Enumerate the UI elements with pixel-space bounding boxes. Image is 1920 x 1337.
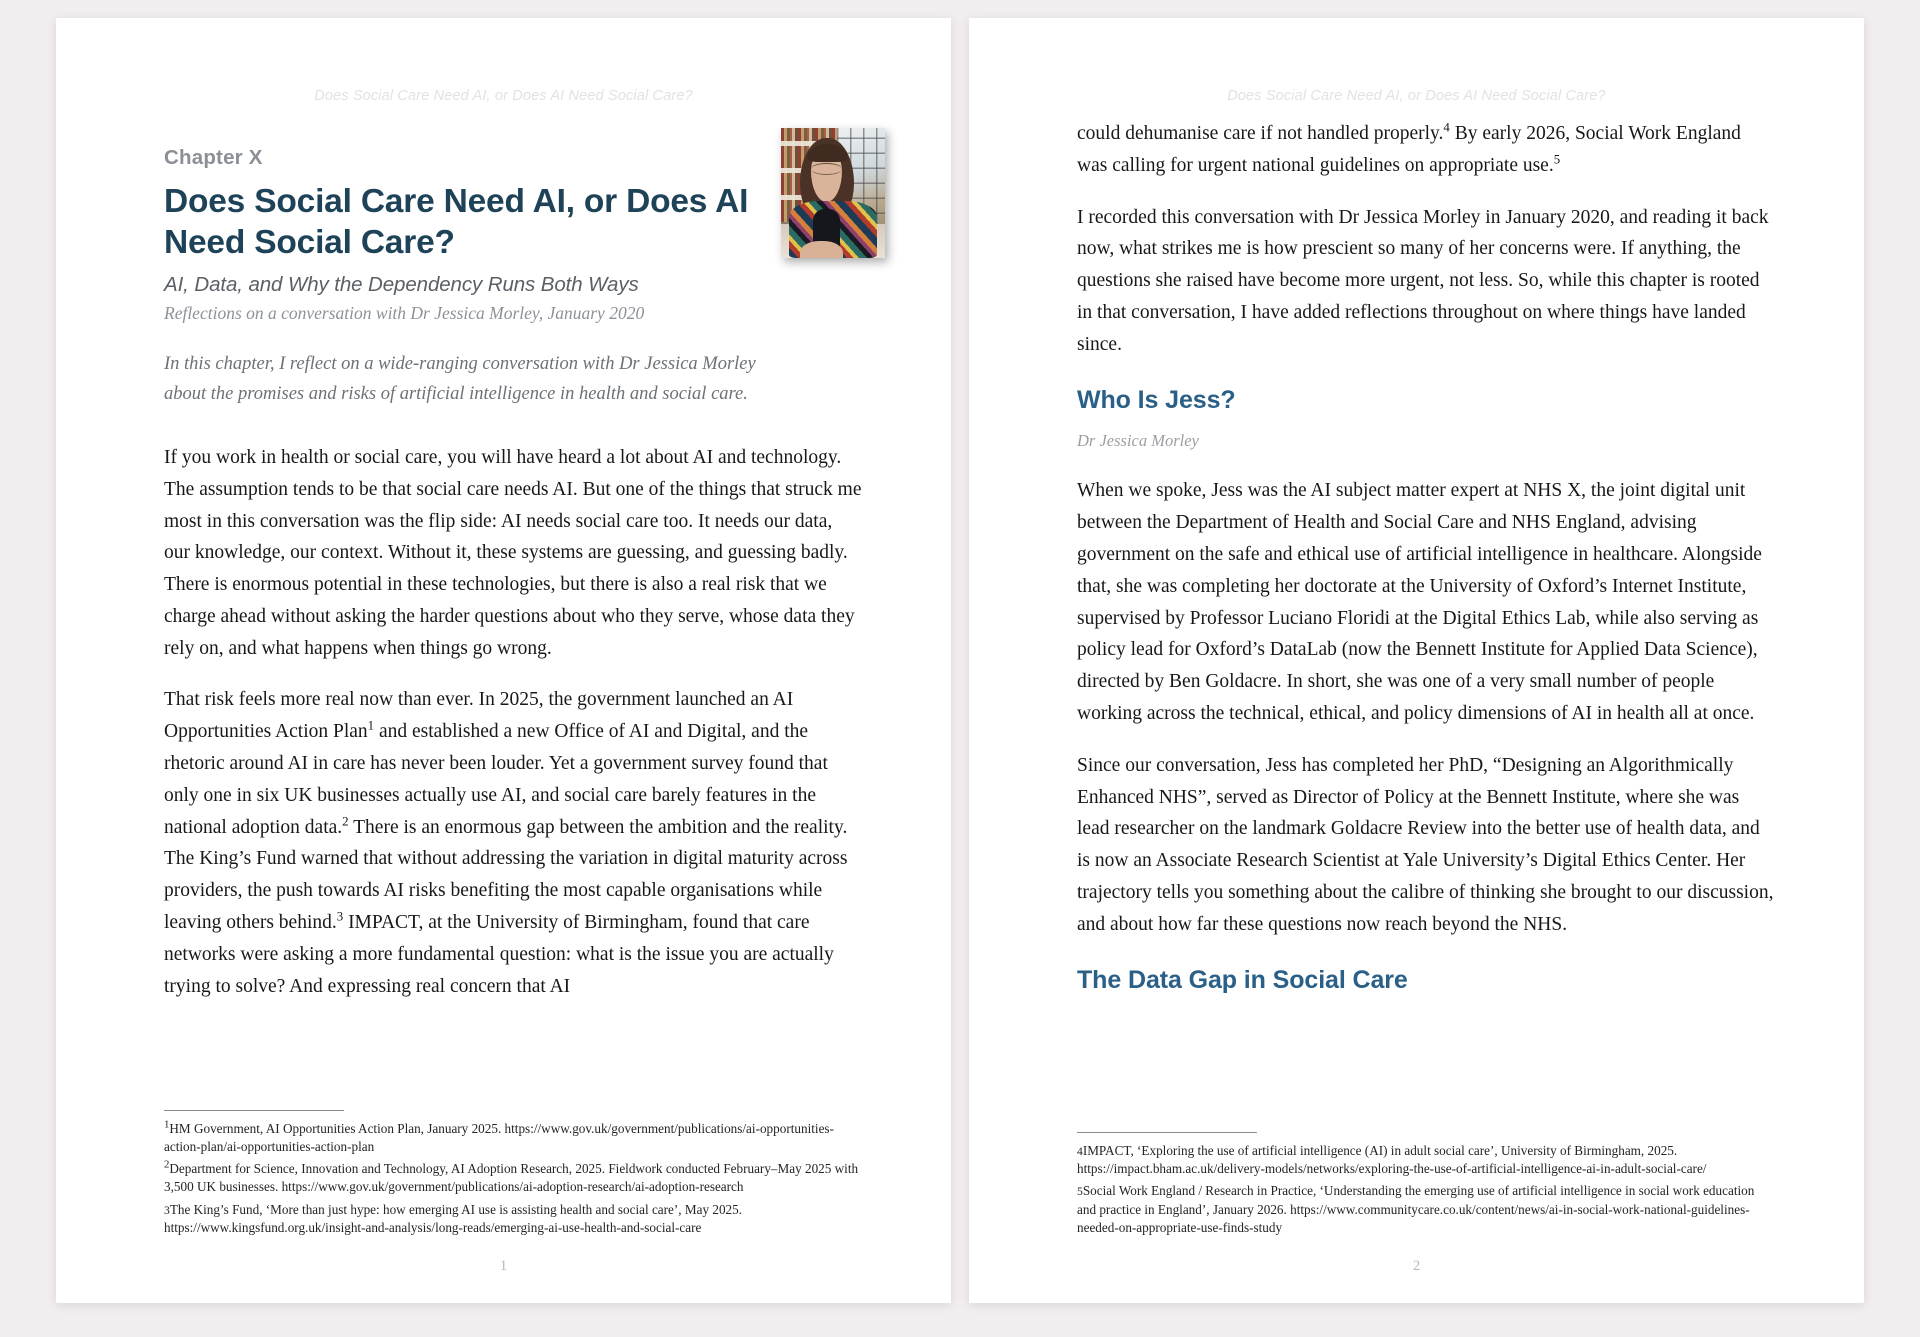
footnote-text: IMPACT, ‘Exploring the use of artificial intelligence (AI) in adult social care’, University of Birmingham, 2025. https://impact.bham.ac.uk/delivery-models/networks/exploring-the-use-of-artificial-intelligence-ai-in-adult-social-care/	[1077, 1142, 1707, 1177]
paragraph-text-segment: IMPACT, at the University of Birmingham, found that care networks were asking a more fundamental question: what is the issue you are actually trying to solve? And expressing real concern that AI	[164, 911, 834, 997]
footnote-separator-rule	[1077, 1132, 1257, 1133]
paragraph-text-segment: By early 2026, Social Work England was calling for urgent national guidelines on appropriate use.	[1077, 123, 1741, 176]
author-portrait-photo	[781, 128, 885, 258]
body-paragraph: When we spoke, Jess was the AI subject matter expert at NHS X, the joint digital unit between the Department of Health and Social Care and NHS England, advising government on the safe and ethical use of artificial intelligence in healthcare. Alongside that, she was completing her doctorate at the University of Oxford’s Internet Institute, supervised by Professor Luciano Floridi at the Digital Ethics Lab, while also serving as policy lead for Oxford’s DataLab (now the Bennett Institute for Applied Data Science), directed by Ben Goldacre. In short, she was one of a very small number of people working across the technical, ethical, and policy dimensions of AI in health all at once.	[1077, 480, 1762, 724]
paragraph-text-segment: That risk feels more real now than ever. In 2025, the government launched an AI Opportunities Action Plan	[164, 689, 794, 743]
footnote-text: The King’s Fund, ‘More than just hype: how emerging AI use is assisting health and social care’, May 2025. https://www.kingsfund.org.uk/insight-and-analysis/long-reads/emerging-ai-use-health-and-social-care	[164, 1201, 743, 1235]
portrait-hands	[800, 241, 844, 258]
footnote-number: 4	[1077, 1144, 1083, 1158]
footnote-number: 2	[164, 1158, 170, 1171]
body-paragraph	[164, 684, 863, 1002]
running-header-page-1: Does Social Care Need AI, or Does AI Need Social Care?	[314, 88, 693, 104]
body-paragraph: If you work in health or social care, you will have heard a lot about AI and technology. The assumption tends to be that social care needs AI. But one of the things that struck me most in this conversation was the flip side: AI needs social care too. It needs our data, our knowledge, our context. Without it, these systems are guessing, and guessing badly. There is enormous potential in these technologies, but there is also a real risk that we charge ahead without asking the harder questions about who they serve, whose data they rely on, and what happens when things go wrong.	[164, 447, 862, 659]
footnote-separator-rule	[164, 1110, 344, 1111]
chapter-header-block	[164, 18, 863, 410]
chapter-label: Chapter X	[164, 146, 263, 169]
footnote-marker-5[interactable]: 5	[1553, 152, 1561, 167]
page-2-content	[1077, 18, 1776, 1303]
page-number-2: 2	[1412, 1258, 1421, 1274]
footnote-number: 5	[1077, 1185, 1083, 1199]
footnote-number: 1	[164, 1118, 170, 1131]
footnote-marker-3[interactable]: 3	[336, 909, 344, 924]
footnote-entry	[164, 1160, 863, 1196]
footnote-text: HM Government, AI Opportunities Action Plan, January 2025. https://www.gov.uk/government/publications/ai-opportunities-action-plan/ai-opportunities-action-plan	[164, 1120, 834, 1154]
footnote-marker-1[interactable]: 1	[367, 718, 375, 733]
chapter-byline: Reflections on a conversation with Dr Jessica Morley, January 2020	[164, 303, 645, 324]
page-number-1: 1	[499, 1258, 508, 1274]
footnote-marker-4[interactable]: 4	[1443, 120, 1450, 135]
page-2-footnotes	[1077, 1132, 1776, 1241]
page-1-body	[164, 410, 863, 1002]
footnote-entry	[1077, 1182, 1776, 1237]
chapter-title: Does Social Care Need AI, or Does AI Need Social Care?	[164, 183, 749, 261]
body-paragraph: I recorded this conversation with Dr Jessica Morley in January 2020, and reading it back now, what strikes me is how prescient so many of her concerns were. If anything, the questions she raised have become more urgent, not less. So, while this chapter is rooted in that conversation, I have added reflections throughout on where things have landed since.	[1077, 206, 1769, 355]
footnote-entry	[164, 1201, 863, 1237]
speaker-attribution: Dr Jessica Morley	[1077, 431, 1199, 451]
footnote-marker-2[interactable]: 2	[342, 814, 349, 829]
footnote-entry	[164, 1120, 863, 1156]
portrait-canvas	[781, 128, 885, 258]
footnote-entry	[1077, 1142, 1776, 1178]
footnote-text: Social Work England / Research in Practice, ‘Understanding the emerging use of artificial intelligence in social work education and practice in England’, January 2026. https://www.communitycare.co.uk/content/news/ai-in-social-work-national-guidelines-needed-on-appropriate-use-finds-study	[1077, 1183, 1755, 1235]
body-paragraph: Since our conversation, Jess has completed her PhD, “Designing an Algorithmically Enhanced NHS”, served as Director of Policy at the Bennett Institute, where she was lead researcher on the landmark Goldacre Review into the better use of health data, and is now an Associate Research Scientist at Yale University’s Digital Ethics Center. Her trajectory tells you something about the calibre of thinking she brought to our discussion, and about how far these questions now reach beyond the NHS.	[1077, 754, 1774, 935]
document-page-2	[969, 18, 1864, 1303]
footnote-text: Department for Science, Innovation and Technology, AI Adoption Research, 2025. Fieldwork conducted February–May 2025 with 3,500 UK businesses. https://www.gov.uk/government/publications/ai-adoption-research/ai-adoption-research	[164, 1161, 859, 1195]
page-2-body	[1077, 18, 1776, 995]
running-header-page-2: Does Social Care Need AI, or Does AI Need Social Care?	[1227, 88, 1606, 104]
paragraph-text-segment: There is an enormous gap between the ambition and the reality. The King’s Fund warned that without addressing the variation in digital maturity across providers, the push towards AI risks benefiting the most capable organisations while leaving others behind.	[164, 816, 848, 933]
section-heading-data-gap: The Data Gap in Social Care	[1077, 966, 1408, 995]
footnote-number: 3	[164, 1203, 170, 1217]
paragraph-text-segment: could dehumanise care if not handled properly.	[1077, 123, 1444, 144]
chapter-abstract: In this chapter, I reflect on a wide-ranging conversation with Dr Jessica Morley about the promises and risks of artificial intelligence in health and social care.	[164, 354, 756, 405]
chapter-subtitle: AI, Data, and Why the Dependency Runs Both Ways	[164, 273, 639, 297]
document-page-1	[56, 18, 951, 1303]
body-paragraph	[1077, 118, 1776, 182]
page-1-footnotes	[164, 1110, 863, 1241]
paragraph-text-segment: and established a new Office of AI and Digital, and the rhetoric around AI in care has never been louder. Yet a government survey found that only one in six UK businesses actually use AI, and social care barely features in the national adoption data.	[164, 721, 828, 838]
section-heading-who-is-jess: Who Is Jess?	[1077, 386, 1236, 415]
